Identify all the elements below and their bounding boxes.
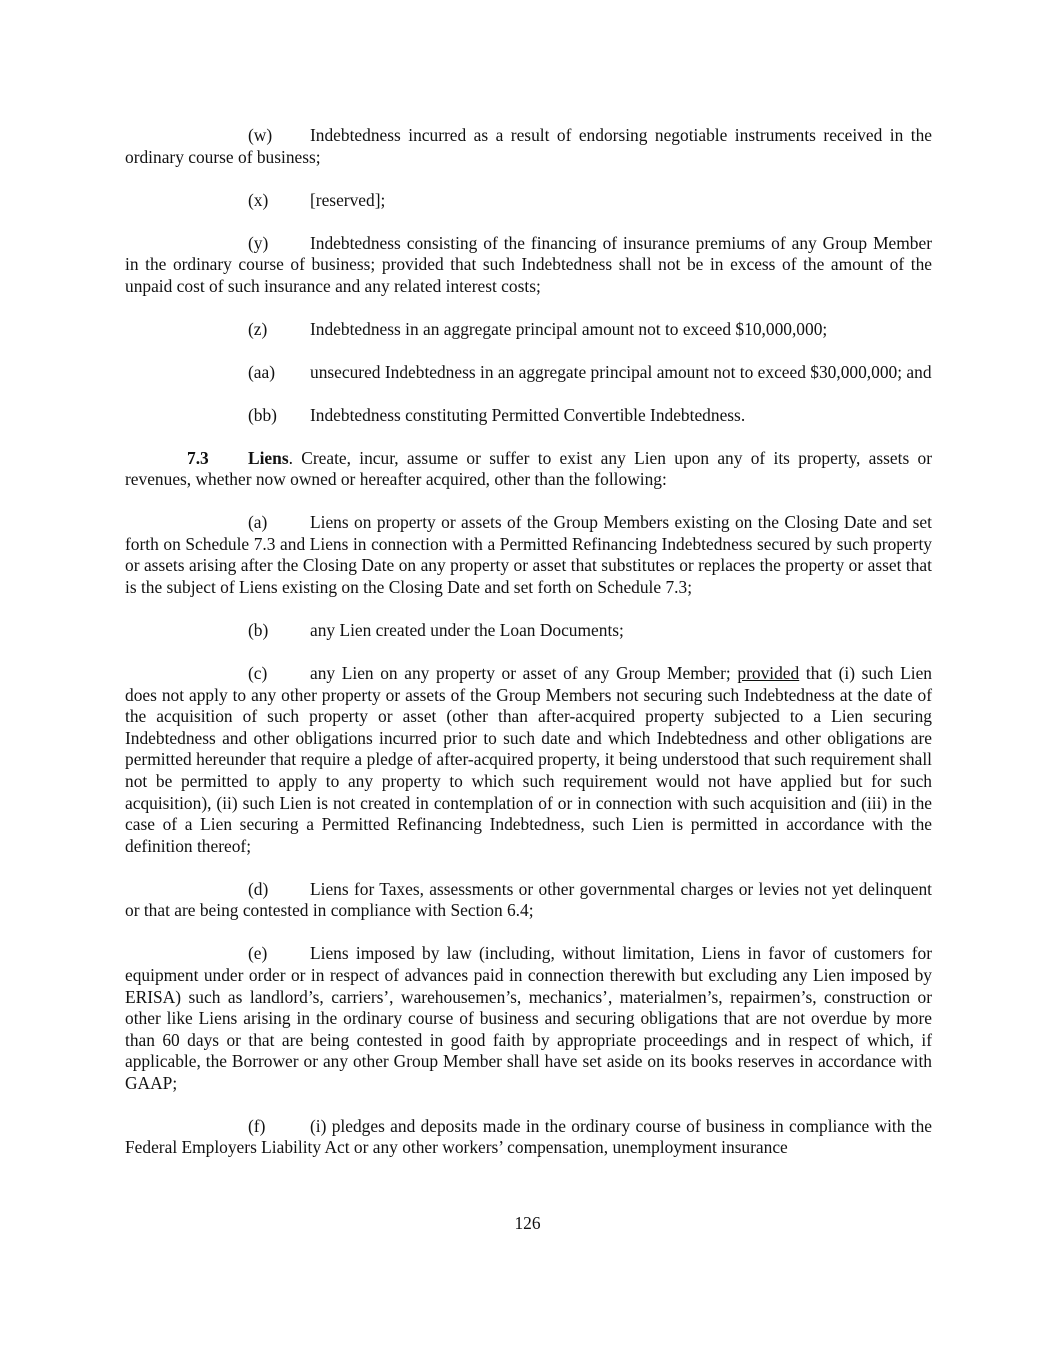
section-title: Liens xyxy=(248,447,289,468)
clause-text: Indebtedness consisting of the financing of insurance premiums of any Group Member in the ordinary course of business; provided that such Indebtedness shall not be in excess of the amount of the unpaid cost of such insurance and any related interest costs; xyxy=(125,232,932,296)
clause-label: (d) xyxy=(248,878,269,899)
section-text: Create, incur, assume or suffer to exist any Lien upon any of its property, assets or revenues, whether now owned or hereafter acquired, other than the following: xyxy=(125,447,932,490)
section-number: 7.3 xyxy=(187,447,209,468)
page-number: 126 xyxy=(514,1213,541,1233)
clause-label: (bb) xyxy=(248,404,277,425)
lien-clause-d xyxy=(125,879,932,922)
clause-text: Liens imposed by law (including, without limitation, Liens in favor of customers for equipment under order or in respect of advances paid in connection therewith but excluding any Lien imposed by ERISA) such as landlord’s, carriers’, warehousemen’s, mechanics’, materialmen’s, repairmen’s, construction or other like Liens arising in the ordinary course of business and securing obligations that are not overdue by more than 60 days or that are being contested in good faith by appropriate proceedings and in respect of which, if applicable, the Borrower or any other Group Member shall have set aside on its books reserves in accordance with GAAP; xyxy=(125,943,932,1093)
clause-aa xyxy=(125,362,932,384)
clause-text: Indebtedness constituting Permitted Convertible Indebtedness. xyxy=(310,404,746,425)
lien-clause-f xyxy=(125,1116,932,1159)
clause-text: Liens on property or assets of the Group Members existing on the Closing Date and set forth on Schedule 7.3 and Liens in connection with a Permitted Refinancing Indebtedness secured by such property or assets arising after the Closing Date on any property or asset that substitutes or replaces the property or asset that is the subject of Liens existing on the Closing Date and set forth on Schedule 7.3; xyxy=(125,512,932,598)
clause-label: (z) xyxy=(248,318,268,339)
clause-text: unsecured Indebtedness in an aggregate principal amount not to exceed $30,000,000; and xyxy=(310,361,932,382)
clause-w xyxy=(125,125,932,168)
clause-label: (a) xyxy=(248,512,268,533)
lien-clause-e xyxy=(125,943,932,1094)
document-page xyxy=(125,125,932,1180)
clause-label: (y) xyxy=(248,232,269,253)
clause-text: Liens for Taxes, assessments or other governmental charges or levies not yet delinquent or that are being contested in compliance with Section 6.4; xyxy=(125,878,932,921)
clause-text-after: that (i) such Lien does not apply to any other property or assets of the Group Members not securing such Indebtedness at the date of the acquisition of such property or asset (other than after-acquired property subjected to a Lien securing Indebtedness and other obligations incurred prior to such date and which Indebtedness and other obligations are permitted hereunder that require a pledge of after-acquired property, it being understood that such requirement shall not be permitted to apply to any property to which such requirement would not have applied but for such acquisition), (ii) such Lien is not created in contemplation of or in connection with such acquisition and (iii) in the case of a Lien securing a Permitted Refinancing Indebtedness, such Lien is permitted in accordance with the definition thereof; xyxy=(125,663,932,856)
clause-label: (f) xyxy=(248,1115,266,1136)
clause-label: (e) xyxy=(248,943,268,964)
clause-text-before: any Lien on any property or asset of any Group Member; xyxy=(310,663,738,684)
clause-text: [reserved]; xyxy=(310,189,386,210)
section-7-3 xyxy=(125,448,932,491)
provided-term: provided xyxy=(737,663,800,684)
lien-clause-b xyxy=(125,620,932,642)
clause-y xyxy=(125,233,932,298)
clause-text: (i) pledges and deposits made in the ordinary course of business in compliance with the Federal Employers Liability Act or any other workers’ compensation, unemployment insurance xyxy=(125,1115,932,1158)
clause-text: any Lien created under the Loan Documents; xyxy=(310,620,624,641)
clause-label: (b) xyxy=(248,620,269,641)
clause-label: (x) xyxy=(248,189,269,210)
clause-x xyxy=(125,190,932,212)
clause-label: (w) xyxy=(248,125,273,145)
lien-clause-a xyxy=(125,512,932,598)
clause-text: Indebtedness incurred as a result of endorsing negotiable instruments received in the ordinary course of business; xyxy=(125,125,932,167)
section-title-period: . xyxy=(288,447,293,468)
clause-z xyxy=(125,319,932,341)
clause-bb xyxy=(125,405,932,427)
clause-label: (c) xyxy=(248,663,268,684)
clause-text: Indebtedness in an aggregate principal amount not to exceed $10,000,000; xyxy=(310,318,828,339)
lien-clause-c xyxy=(125,663,932,857)
clause-label: (aa) xyxy=(248,361,276,382)
